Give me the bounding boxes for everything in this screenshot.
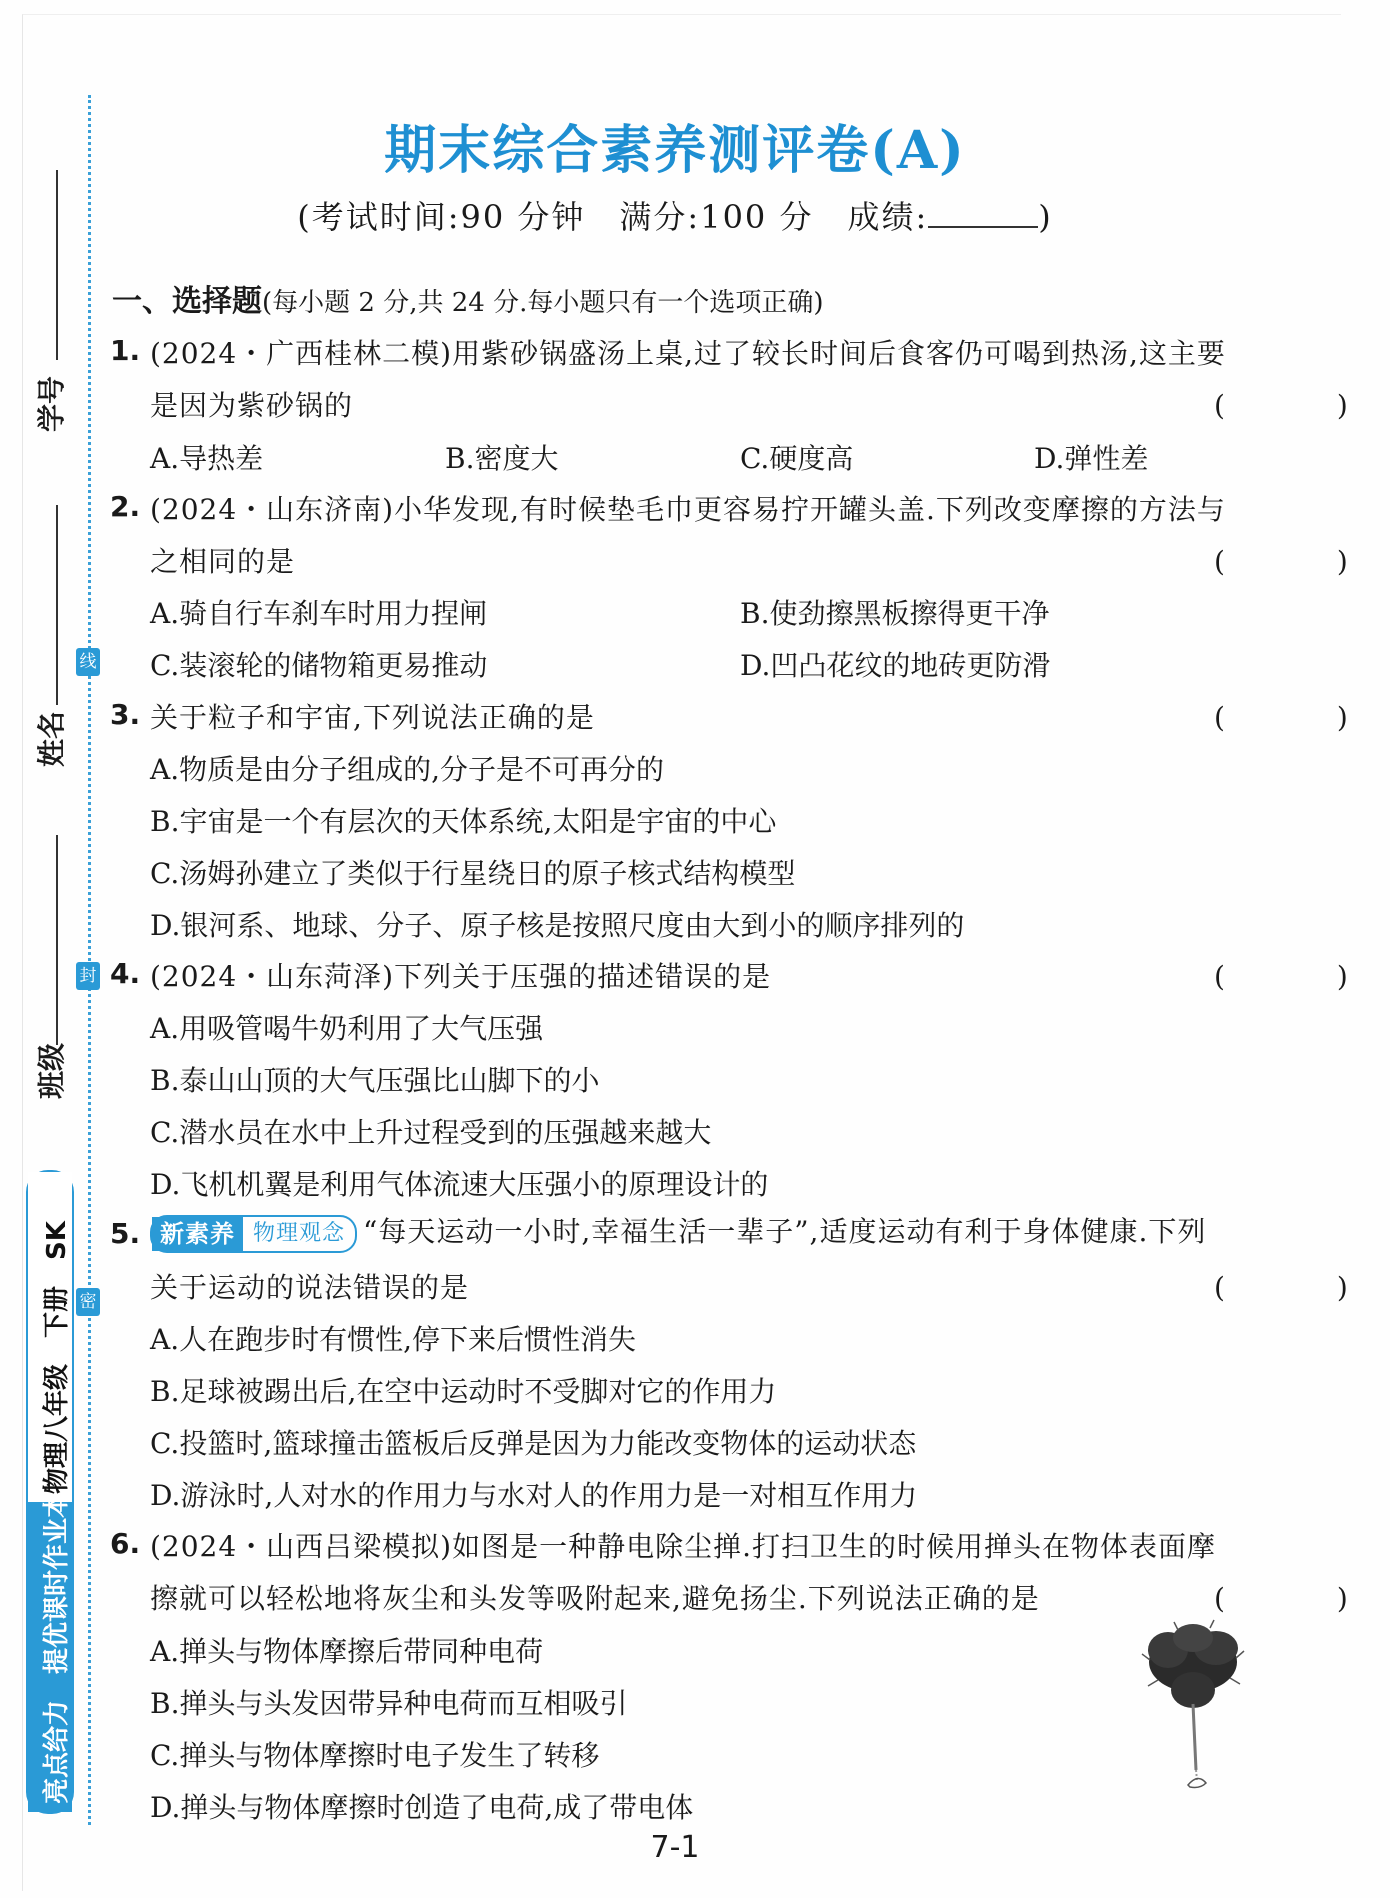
option-a[interactable]: A.用吸管喝牛奶利用了大气压强 (150, 1012, 544, 1045)
option-b[interactable]: B.宇宙是一个有层次的天体系统,太阳是宇宙的中心 (150, 805, 777, 838)
option-a[interactable]: A.掸头与物体摩擦后带同种电荷 (150, 1635, 544, 1668)
option-a[interactable]: A.物质是由分子组成的,分子是不可再分的 (150, 753, 665, 786)
page-number: 7-1 (650, 1830, 700, 1865)
question-text-first-line (150, 1210, 1206, 1253)
electrostatic-duster-illustration (1138, 1620, 1248, 1800)
cut-mark-feng: 封 (76, 962, 100, 990)
option-d[interactable]: D.掸头与物体摩擦时创造了电荷,成了带电体 (150, 1791, 694, 1824)
question-number: 6. (110, 1527, 141, 1560)
question-number: 5. (110, 1217, 141, 1250)
name-line (56, 505, 58, 705)
badge-main: 新素养 (152, 1217, 243, 1251)
answer-bracket[interactable]: ( ) (1214, 1582, 1390, 1615)
option-a[interactable]: A.骑自行车刹车时用力捏闸 (150, 597, 488, 630)
question-number: 4. (110, 957, 141, 990)
option-b[interactable]: B.泰山山顶的大气压强比山脚下的小 (150, 1064, 600, 1097)
option-b[interactable]: B.掸头与头发因带异种电荷而互相吸引 (150, 1687, 628, 1720)
option-c[interactable]: C.汤姆孙建立了类似于行星绕日的原子核式结构模型 (150, 857, 796, 890)
option-b[interactable]: B.密度大 (445, 442, 559, 475)
section-note: (每小题 2 分,共 24 分.每小题只有一个选项正确) (262, 288, 824, 318)
question-text: 是因为紫砂锅的 (150, 389, 354, 422)
option-c[interactable]: C.投篮时,篮球撞击篮板后反弹是因为力能改变物体的运动状态 (150, 1427, 917, 1460)
spine-subject-text: 物理八年级 下册 SK (42, 1221, 72, 1494)
question-text: “每天运动一小时,幸福生活一辈子”,适度运动有利于身体健康.下列 (363, 1215, 1207, 1248)
option-b[interactable]: B.足球被踢出后,在空中运动时不受脚对它的作用力 (150, 1375, 777, 1408)
option-d[interactable]: D.凹凸花纹的地砖更防滑 (740, 649, 1051, 682)
student-id-label: 学号 (35, 375, 68, 432)
spine-series-text: 亮点给力 提优课时作业本 (42, 1491, 72, 1804)
question-text: (2024・广西桂林二模)用紫砂锅盛汤上桌,过了较长时间后食客仍可喝到热汤,这主要 (150, 337, 1226, 370)
option-a[interactable]: A.导热差 (150, 442, 264, 475)
exam-info-close: ) (1038, 198, 1053, 236)
class-field[interactable] (24, 825, 68, 1105)
page-title: 期末综合素养测评卷(A) (384, 120, 966, 181)
question-text: 擦就可以轻松地将灰尘和头发等吸附起来,避免扬尘.下列说法正确的是 (150, 1582, 1040, 1615)
option-d[interactable]: D.飞机机翼是利用气体流速大压强小的原理设计的 (150, 1168, 769, 1201)
class-label: 班级 (35, 1042, 68, 1099)
question-text: (2024・山东菏泽)下列关于压强的描述错误的是 (150, 960, 772, 993)
question-text: (2024・山西吕梁模拟)如图是一种静电除尘掸.打扫卫生的时候用掸头在物体表面摩 (150, 1530, 1217, 1563)
question-text: 关于粒子和宇宙,下列说法正确的是 (150, 701, 595, 734)
badge-sub: 物理观念 (253, 1220, 346, 1246)
binding-dotted-line (88, 95, 91, 1825)
cut-mark-xian: 线 (76, 648, 100, 676)
new-literacy-badge (150, 1215, 357, 1253)
question-number: 3. (110, 698, 141, 731)
section-heading (112, 276, 824, 320)
answer-bracket[interactable]: ( ) (1214, 960, 1390, 993)
exam-info (0, 192, 1350, 238)
answer-bracket[interactable]: ( ) (1214, 545, 1390, 578)
option-b[interactable]: B.使劲擦黑板擦得更干净 (740, 597, 1050, 630)
section-title: 一、选择题 (112, 284, 262, 319)
option-c[interactable]: C.硬度高 (740, 442, 854, 475)
option-c[interactable]: C.装滚轮的储物箱更易推动 (150, 649, 488, 682)
cut-mark-mi: 密 (76, 1288, 100, 1316)
name-label: 姓名 (35, 710, 68, 767)
answer-bracket[interactable]: ( ) (1214, 701, 1390, 734)
option-c[interactable]: C.潜水员在水中上升过程受到的压强越来越大 (150, 1116, 712, 1149)
class-line (56, 835, 58, 1045)
option-c[interactable]: C.掸头与物体摩擦时电子发生了转移 (150, 1739, 600, 1772)
question-text: 之相同的是 (150, 545, 296, 578)
question-number: 1. (110, 334, 141, 367)
answer-bracket[interactable]: ( ) (1214, 1271, 1390, 1304)
question-text: (2024・山东济南)小华发现,有时候垫毛巾更容易拧开罐头盖.下列改变摩擦的方法与 (150, 493, 1226, 526)
question-text: 关于运动的说法错误的是 (150, 1271, 470, 1304)
question-number: 2. (110, 490, 141, 523)
answer-bracket[interactable]: ( ) (1214, 389, 1390, 422)
option-a[interactable]: A.人在跑步时有惯性,停下来后惯性消失 (150, 1323, 637, 1356)
option-d[interactable]: D.弹性差 (1034, 442, 1149, 475)
name-field[interactable] (24, 495, 68, 775)
book-spine-label (26, 1170, 74, 1814)
exam-info-text: (考试时间:90 分钟 满分:100 分 成绩: (297, 198, 929, 236)
option-d[interactable]: D.银河系、地球、分子、原子核是按照尺度由大到小的顺序排列的 (150, 909, 965, 942)
option-d[interactable]: D.游泳时,人对水的作用力与水对人的作用力是一对相互作用力 (150, 1479, 918, 1512)
score-blank[interactable] (928, 202, 1038, 228)
